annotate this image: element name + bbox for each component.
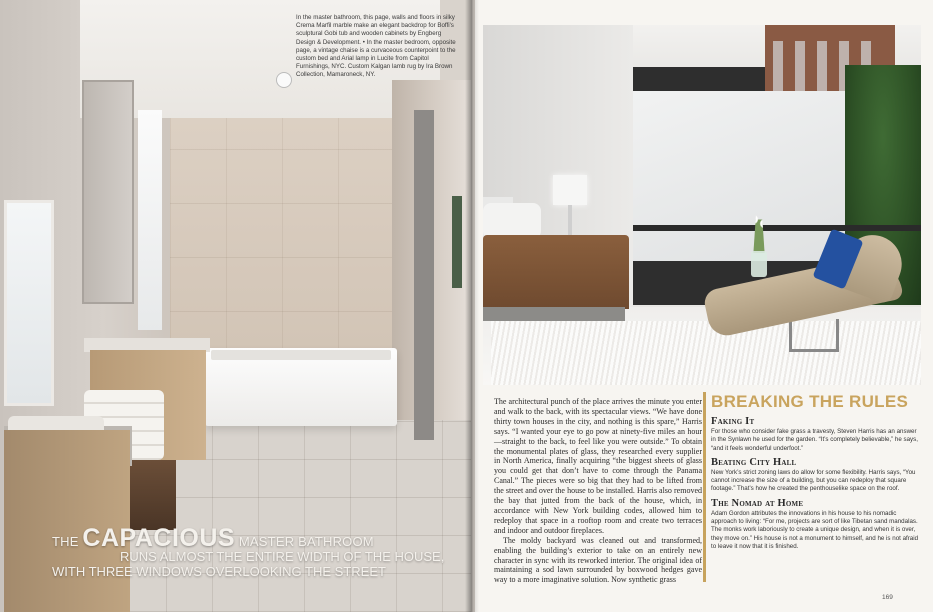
bed [483,235,629,309]
sidebar-item-heading: Faking It [711,416,755,427]
pull-quote-rest: MASTER BATHROOM [235,534,374,549]
shower-door [414,110,434,440]
pillow [483,203,541,239]
pull-quote [52,524,466,579]
bathroom-window [4,200,54,406]
bathroom-mirror [82,80,134,304]
sidebar-items [711,416,923,555]
sidebar-item [711,416,923,453]
ceiling-light [276,72,292,88]
magazine-gutter [465,0,479,612]
pull-quote-line-3: WITH THREE WINDOWS OVERLOOKING THE STREET [52,564,386,579]
page-number: 169 [882,594,893,601]
bathtub [205,348,397,426]
pull-quote-line-2: RUNS ALMOST THE ENTIRE WIDTH OF THE HOUSE, [120,549,445,564]
right-page [475,0,933,612]
counter-cabinet [4,430,130,612]
chaise-legs [789,319,839,352]
bedroom-photo [483,25,921,385]
shag-rug [491,321,921,385]
wooden-stool [128,460,176,530]
sidebar-item-heading: The Nomad at Home [711,497,804,509]
sidebar-accent-rule [703,392,706,582]
wall-art [452,196,462,288]
sidebar-box [703,386,923,586]
sidebar-item-text: Adam Gordon attributes the innovations in his house to his nomadic approach to living: “For me, projects are sort of like Tibetan sand mandalas. The monks work laboriously to create a unique design, and when it is over, they move on.” His house is not a monument to himself, and he is not afraid to leave it now that it is finished. [711,509,919,550]
sidebar-title: BREAKING THE RULES [711,392,909,411]
article-body [494,397,702,585]
lamp-stem [568,205,572,237]
sidebar-item-heading: Beating City Hall [711,456,797,468]
sidebar-item-text: For those who consider fake grass a travesty, Steven Harris has an answer in the Synlawn he used for the garden. “It’s completely believable,” he says, “and it feels wonderful underfoot.” [711,428,918,452]
sidebar-item [711,457,923,494]
photo-caption: In the master bathroom, this page, walls and floors in silky Crema Marfil marble make an elegant backdrop for Boffi's sculptural Gobi tub and wooden cabinets by Engberg Design & Development. • In the master bedroom, opposite page, a vintage chaise is a curvaceous counterpoint to the custom bed and Arial lamp in Lucite from Capitol Furnishings, NYC. Custom Kalgan lamb rug by Ira Brown Collection, Mamaroneck, NY. [296,14,456,79]
pull-quote-lead: THE [52,534,83,549]
body-paragraph: The moldy backyard was cleaned out and transformed, enabling the building’s exterior to take on an entirely new character in sync with its reworked interior. The original idea of maintaining a sod lawn surrounded by boxwood hedges gave way to a more imaginative solution. Now synthetic grass [494,535,702,585]
body-paragraph: The architectural punch of the place arrives the minute you enter and walk to the back, with its spectacular views. “We have done thirty town houses in the city, and nothing is this spare,” Harris says. “I wanted your eye to go pow at ninety-five miles an hour—straight to the back, to feel like you were outside.” To obtain the monumental plates of glass, they researched every supplier in North America, finally acquiring “the biggest sheets of glass you could get that don’t have to come through the Panama Canal.” The pieces were so big that they had to be lifted from the street and over the house to be installed. Harris also removed the bay that jutted from the back of the house, which, in accordance with New York building codes, allowed him to redeploy that space in a rooftop room and create two terraces and indoor and outdoor fireplaces. [494,397,702,535]
bedroom-glass-wall [633,91,857,261]
glass-vase [751,251,767,277]
window-mullion [625,225,921,231]
sidebar-item-text: New York’s strict zoning laws do allow for some flexibility. Harris says, “You cannot increase the size of a building, but you can redeploy that square footage.” That’s how he created the penthouselike space on the roof. [711,468,916,493]
bathroom-window [138,110,162,330]
sidebar-item [711,498,923,551]
lamp-shade [553,175,587,205]
pull-quote-emphasis: CAPACIOUS [82,524,236,552]
bed-base [483,307,625,321]
